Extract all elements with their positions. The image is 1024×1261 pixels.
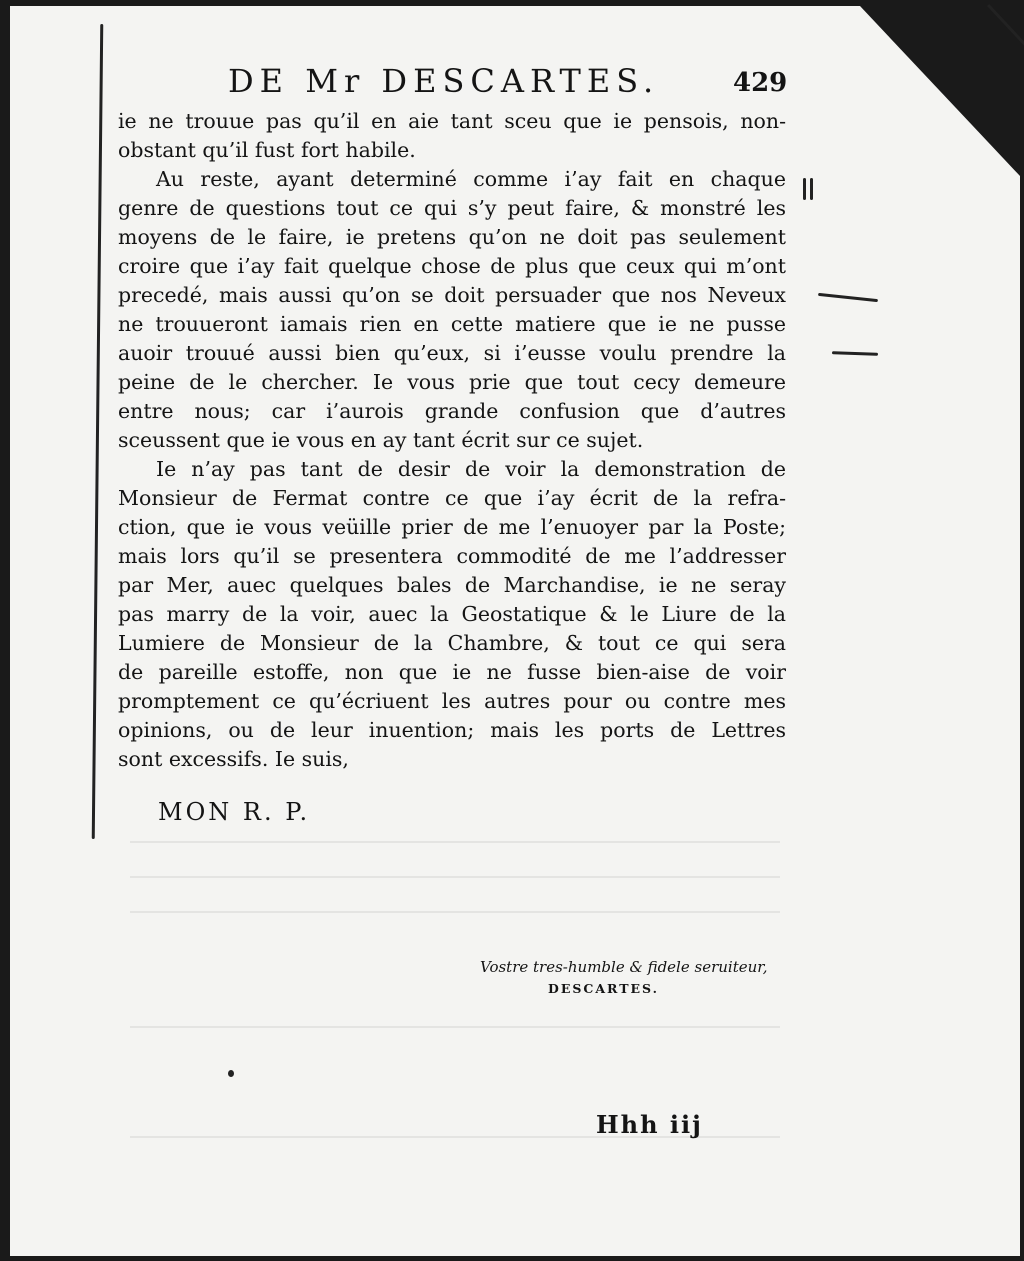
- text-line: peine de le chercher. Ie vous prie que tout cecy demeure: [118, 370, 786, 394]
- bleed-through: [130, 876, 780, 878]
- text-line: moyens de le faire, ie pretens qu’on ne doit pas seulement: [118, 225, 786, 249]
- bleed-through: [130, 911, 780, 913]
- signature-line: Vostre tres-humble & fidele seruiteur,: [480, 958, 768, 976]
- text-line: precedé, mais aussi qu’on se doit persuader que nos Neveux: [118, 283, 786, 307]
- text-line: Lumiere de Monsieur de la Chambre, & tout ce qui sera: [118, 631, 786, 655]
- text-line: obstant qu’il fust fort habile.: [118, 138, 416, 162]
- text-line: pas marry de la voir, auec la Geostatique & le Liure de la: [118, 602, 786, 626]
- bleed-through: [130, 1026, 780, 1028]
- signature-mark: Hhh iij: [596, 1110, 703, 1139]
- text-line: genre de questions tout ce qui s’y peut faire, & monstré les: [118, 196, 786, 220]
- text-line: Monsieur de Fermat contre ce que i’ay écrit de la refra-: [118, 486, 786, 510]
- text-line: de pareille estoffe, non que ie ne fusse bien-aise de voir: [118, 660, 786, 684]
- salutation: MON R. P.: [158, 798, 311, 826]
- text-line: sceussent que ie vous en ay tant écrit sur ce sujet.: [118, 428, 644, 452]
- text-line: opinions, ou de leur inuention; mais les ports de Lettres: [118, 718, 786, 742]
- page-corner-fold: [860, 6, 1020, 176]
- text-line: mais lors qu’il se presentera commodité de me l’addresser: [118, 544, 786, 568]
- text-line: ie ne trouue pas qu’il en aie tant sceu que ie pensois, non-: [118, 109, 786, 133]
- ink-dot: [228, 1070, 234, 1077]
- text-line: auoir trouué aussi bien qu’eux, si i’eusse voulu prendre la: [118, 341, 786, 365]
- signature-name: DESCARTES.: [548, 981, 659, 996]
- text-line: croire que i’ay fait quelque chose de plus que ceux qui m’ont: [118, 254, 786, 278]
- running-head: DE Mr DESCARTES.: [228, 62, 660, 100]
- bleed-through: [130, 841, 780, 843]
- text-line: Au reste, ayant determiné comme i’ay fait en chaque: [156, 167, 786, 191]
- text-line: ne trouueront iamais rien en cette matiere que ie ne pusse: [118, 312, 786, 336]
- text-line: entre nous; car i’aurois grande confusion que d’autres: [118, 399, 786, 423]
- text-line: ction, que ie vous veüille prier de me l’enuoyer par la Poste;: [118, 515, 786, 539]
- text-line: sont excessifs. Ie suis,: [118, 747, 349, 771]
- text-line: Ie n’ay pas tant de desir de voir la demonstration de: [156, 457, 786, 481]
- text-line: promptement ce qu’écriuent les autres pour ou contre mes: [118, 689, 786, 713]
- page-number: 429: [733, 68, 788, 98]
- text-line: par Mer, auec quelques bales de Marchandise, ie ne seray: [118, 573, 786, 597]
- margin-rule: [92, 24, 104, 839]
- letter-body: [118, 107, 786, 774]
